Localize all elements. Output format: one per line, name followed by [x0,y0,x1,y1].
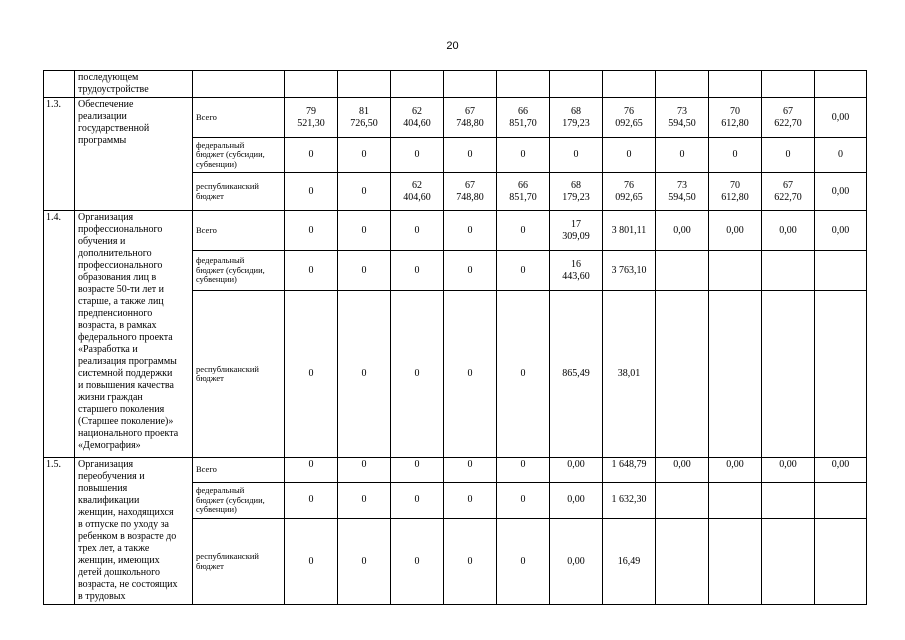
value-cell: 0,00 [550,482,603,519]
value-cell: 0 [338,458,391,483]
value-cell [762,291,815,458]
source-cell: республиканский бюджет [193,173,285,211]
value-cell: 0 [603,138,656,173]
value-cell: 76 092,65 [603,173,656,211]
source-cell: федеральный бюджет (субсидии, субвенции) [193,138,285,173]
value-cell: 68 179,23 [550,98,603,138]
value-cell: 0,00 [815,173,867,211]
value-cell: 0,00 [762,458,815,483]
source-cell: Всего [193,98,285,138]
value-cell: 16,49 [603,519,656,605]
value-cell: 0,00 [709,458,762,483]
value-cell: 3 763,10 [603,251,656,291]
value-cell [709,251,762,291]
value-cell [762,519,815,605]
row-index: 1.4. [44,211,75,458]
value-cell: 0 [497,291,550,458]
measure-name-cell: Организация переобучения и повышения квалификации женщин, находящихся в отпуске по уходу за ребенком в возрасте до трех лет, а также женщин, имеющих детей дошкольного возраста, не состоящих в трудовых [75,458,193,605]
value-cell: 0 [815,138,867,173]
budget-table [43,70,867,605]
value-cell: 0,00 [550,458,603,483]
value-cell [709,482,762,519]
value-cell [656,519,709,605]
value-cell: 0 [444,482,497,519]
source-cell: республиканский бюджет [193,291,285,458]
cell-index [44,71,75,98]
value-cell: 70 612,80 [709,98,762,138]
value-cell: 0 [444,138,497,173]
value-cell: 67 748,80 [444,173,497,211]
value-cell: 0 [444,211,497,251]
value-cell: 0 [444,291,497,458]
value-cell [656,482,709,519]
value-cell: 66 851,70 [497,173,550,211]
value-cell: 0 [338,291,391,458]
value-cell: 0 [497,482,550,519]
value-cell [762,251,815,291]
value-cell: 0 [497,211,550,251]
value-cell: 0 [391,211,444,251]
value-cell: 38,01 [603,291,656,458]
value-cell: 0 [285,173,338,211]
value-cell: 0 [338,211,391,251]
value-cell: 0 [444,458,497,483]
value-cell: 0 [285,138,338,173]
value-cell: 0 [497,519,550,605]
value-cell: 17 309,09 [550,211,603,251]
value-cell: 16 443,60 [550,251,603,291]
value-cell: 0 [391,519,444,605]
table-row [44,211,867,251]
value-cell: 0 [285,519,338,605]
value-cell [815,251,867,291]
value-cell: 0 [338,251,391,291]
value-cell [656,251,709,291]
source-cell: республиканский бюджет [193,519,285,605]
value-cell [709,291,762,458]
source-cell [193,71,285,98]
source-cell: Всего [193,458,285,483]
value-cell: 67 622,70 [762,173,815,211]
value-cell [762,482,815,519]
value-cell: 0 [550,138,603,173]
measure-name-cell: Обеспечение реализации государственной программы [75,98,193,211]
value-cell [656,291,709,458]
value-cell: 0 [709,138,762,173]
value-cell: 0 [338,519,391,605]
value-cell: 0 [391,482,444,519]
value-cell [815,291,867,458]
value-cell: 0,00 [815,458,867,483]
value-cell: 0,00 [656,458,709,483]
value-cell: 73 594,50 [656,173,709,211]
value-cell: 0 [391,138,444,173]
value-cell: 0,00 [550,519,603,605]
value-cell: 0 [338,138,391,173]
value-cell: 0 [497,458,550,483]
value-cell: 76 092,65 [603,98,656,138]
row-index: 1.3. [44,98,75,211]
value-cell: 865,49 [550,291,603,458]
value-cell: 0 [497,138,550,173]
table-row [44,458,867,483]
value-cell: 0,00 [815,211,867,251]
value-cell: 62 404,60 [391,98,444,138]
value-cell: 0 [285,482,338,519]
value-cell: 0,00 [815,98,867,138]
value-cell: 3 801,11 [603,211,656,251]
value-cell: 0 [762,138,815,173]
value-cell: 68 179,23 [550,173,603,211]
value-cell: 0 [285,251,338,291]
source-cell: Всего [193,211,285,251]
table-row [44,98,867,138]
value-cell: 79 521,30 [285,98,338,138]
value-cell: 62 404,60 [391,173,444,211]
value-cell [815,482,867,519]
value-cell [815,519,867,605]
row-index: 1.5. [44,458,75,605]
value-cell: 1 648,79 [603,458,656,483]
measure-name-cell: Организация профессионального обучения и дополнительного профессионального образования лиц в возрасте 50-ти лет и старше, а также лиц предпенсионного возраста, в рамках федерального проекта «Разработка и реализация программы системной поддержки и повышения качества жизни граждан старшего поколения (Старшее поколение)» национального проекта «Демография» [75,211,193,458]
value-cell: 0,00 [709,211,762,251]
value-cell: 0 [444,519,497,605]
value-cell: 0 [497,251,550,291]
value-cell: 73 594,50 [656,98,709,138]
value-cell: 0 [285,458,338,483]
value-cell: 0 [444,251,497,291]
value-cell: 0 [391,291,444,458]
source-cell: федеральный бюджет (субсидии, субвенции) [193,482,285,519]
measure-name-cell: последующем трудоустройстве [75,71,193,98]
value-cell: 81 726,50 [338,98,391,138]
page-number: 20 [446,40,459,52]
value-cell: 0 [656,138,709,173]
value-cell: 67 622,70 [762,98,815,138]
value-cell: 0,00 [762,211,815,251]
value-cell: 66 851,70 [497,98,550,138]
value-cell: 70 612,80 [709,173,762,211]
value-cell: 0 [285,211,338,251]
value-cell [709,519,762,605]
value-cell: 0,00 [656,211,709,251]
value-cell: 0 [391,251,444,291]
value-cell: 0 [391,458,444,483]
value-cell: 0 [285,291,338,458]
value-cell: 67 748,80 [444,98,497,138]
table-row-continuation [44,71,867,98]
value-cell: 0 [338,482,391,519]
value-cell: 1 632,30 [603,482,656,519]
value-cell: 0 [338,173,391,211]
source-cell: федеральный бюджет (субсидии, субвенции) [193,251,285,291]
